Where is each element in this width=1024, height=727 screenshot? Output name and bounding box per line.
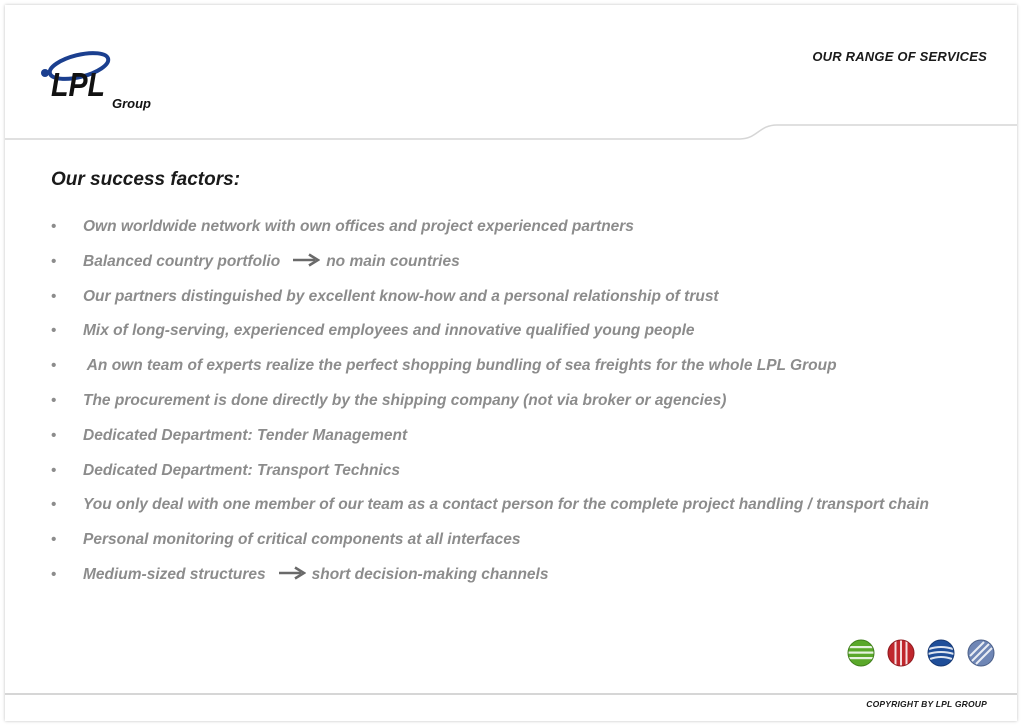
logo-text: LPL (51, 66, 105, 103)
lpl-group-logo (41, 49, 161, 117)
list-item-label: Our partners distinguished by excellent know-how and a personal relationship of trust (83, 287, 719, 305)
bullet-icon: • (51, 357, 57, 375)
list-item-label: Medium-sized structures (83, 565, 266, 583)
page-title: OUR RANGE OF SERVICES (812, 49, 987, 64)
bullet-icon: • (51, 461, 57, 479)
list-item-text (83, 419, 407, 454)
list-item-text (83, 314, 695, 349)
list-item-text (83, 523, 521, 558)
arrow-right-icon (278, 566, 306, 580)
green-globe-icon (847, 639, 875, 667)
red-globe-icon (887, 639, 915, 667)
bullet-icon: • (51, 287, 57, 305)
copyright-text: COPYRIGHT BY LPL GROUP (866, 699, 987, 709)
slide (5, 5, 1017, 721)
logo-group-text: Group (112, 96, 151, 111)
list-item-label: Dedicated Department: Tender Management (83, 426, 408, 444)
list-item-label: Personal monitoring of critical components at all interfaces (83, 531, 521, 549)
blue-globe-icon (927, 639, 955, 667)
bullet-icon: • (51, 496, 57, 514)
list-item-text (83, 349, 837, 384)
bullet-icon: • (51, 252, 57, 270)
footer-divider (5, 693, 1017, 695)
list-item-label: You only deal with one member of our team as a contact person for the complete project handling / transport chain (83, 496, 930, 514)
bullet-icon: • (51, 426, 57, 444)
lpl-logo-icon (41, 49, 161, 117)
list-item-text (83, 210, 634, 245)
list-item-label: Own worldwide network with own offices and project experienced partners (83, 218, 634, 235)
list-item-text (83, 558, 548, 593)
list-item-text (83, 454, 400, 489)
brand-globes (847, 639, 997, 671)
list-item-text (83, 280, 719, 315)
list-item-result: no main countries (326, 252, 460, 270)
bullet-icon: • (51, 531, 57, 549)
section-heading: Our success factors: (51, 169, 241, 190)
arrow-right-icon (292, 253, 320, 267)
bullet-icon: • (51, 218, 57, 235)
header-divider (5, 123, 1017, 149)
list-item-text (83, 488, 929, 523)
list-item-label: The procurement is done directly by the shipping company (not via broker or agencies) (83, 391, 727, 409)
bullet-icon: • (51, 565, 57, 583)
bullet-icon: • (51, 391, 57, 409)
list-item-result: short decision-making channels (311, 565, 549, 583)
list-item-text (83, 384, 726, 419)
list-item-text (83, 245, 460, 280)
list-item-label: Mix of long-serving, experienced employees and innovative qualified young people (83, 322, 695, 340)
list-item-label: An own team of experts realize the perfect shopping bundling of sea freights for the whole LPL Group (83, 357, 837, 375)
list-item-label: Balanced country portfolio (83, 252, 281, 270)
steel-globe-icon (967, 639, 995, 667)
bullet-icon: • (51, 322, 57, 340)
list-item-label: Dedicated Department: Transport Technics (83, 461, 400, 479)
